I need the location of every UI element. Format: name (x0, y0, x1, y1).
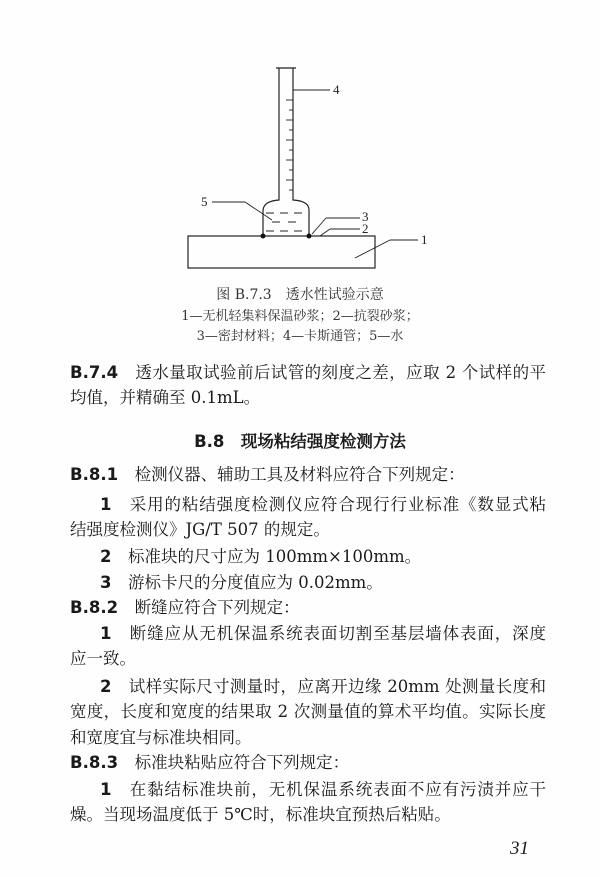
permeability-test-diagram (0, 0, 600, 290)
sealant-right (307, 234, 312, 239)
label-3: 3 (362, 209, 369, 224)
water-dashes (266, 213, 302, 231)
paragraph-line: 宽度，长度和宽度的结果取 2 次测量值的算术平均值。实际长度 (70, 702, 546, 721)
page-number: 31 (510, 838, 529, 859)
label-1: 1 (421, 232, 428, 247)
insulation-mortar-base (188, 236, 375, 268)
list-item: 1 断缝应从无机保温系统表面切割至基层墙体表面，深度 (100, 624, 547, 643)
paragraph-line: 应一致。 (70, 649, 136, 668)
paragraph-line: 均值，并精确至 0.1mL。 (70, 388, 261, 407)
label-2: 2 (362, 221, 369, 236)
clause: B.8.3 标准块粘贴应符合下列规定： (70, 753, 350, 772)
label-5: 5 (201, 194, 208, 209)
paragraph-line: 和宽度宜与标准块相同。 (70, 728, 252, 747)
list-item: 3 游标卡尺的分度值应为 0.02mm。 (100, 573, 383, 592)
section-heading: B.8 现场粘结强度检测方法 (194, 432, 406, 451)
figure-caption: 图 B.7.3 透水性试验示意 (216, 287, 384, 303)
paragraph-line: 燥。当现场温度低于 5℃时，标准块宜预热后粘贴。 (70, 805, 451, 824)
list-item: 2 试样实际尺寸测量时，应离开边缘 20mm 处测量长度和 (100, 677, 547, 696)
sealant-left (261, 234, 266, 239)
clause: B.8.2 断缝应符合下列规定： (70, 598, 300, 617)
list-item: 2 标准块的尺寸应为 100mm×100mm。 (100, 547, 422, 566)
clause: B.8.1 检测仪器、辅助工具及材料应符合下列规定： (70, 465, 465, 484)
karsten-tube (263, 68, 309, 236)
figure-legend: 3—密封材料；4—卡斯通管；5—水 (196, 329, 404, 344)
paragraph-line: 结强度检测仪》JG/T 507 的规定。 (70, 520, 330, 539)
paragraph-line: B.7.4 透水量取试验前后试管的刻度之差，应取 2 个试样的平 (70, 363, 546, 382)
list-item: 1 在黏结标准块前，无机保温系统表面不应有污渍并应干 (100, 780, 547, 799)
list-item: 1 采用的粘结强度检测仪应符合现行行业标准《数显式粘 (100, 495, 547, 514)
figure-legend: 1—无机轻集料保温砂浆；2—抗裂砂浆； (181, 309, 419, 324)
label-4: 4 (333, 82, 340, 97)
